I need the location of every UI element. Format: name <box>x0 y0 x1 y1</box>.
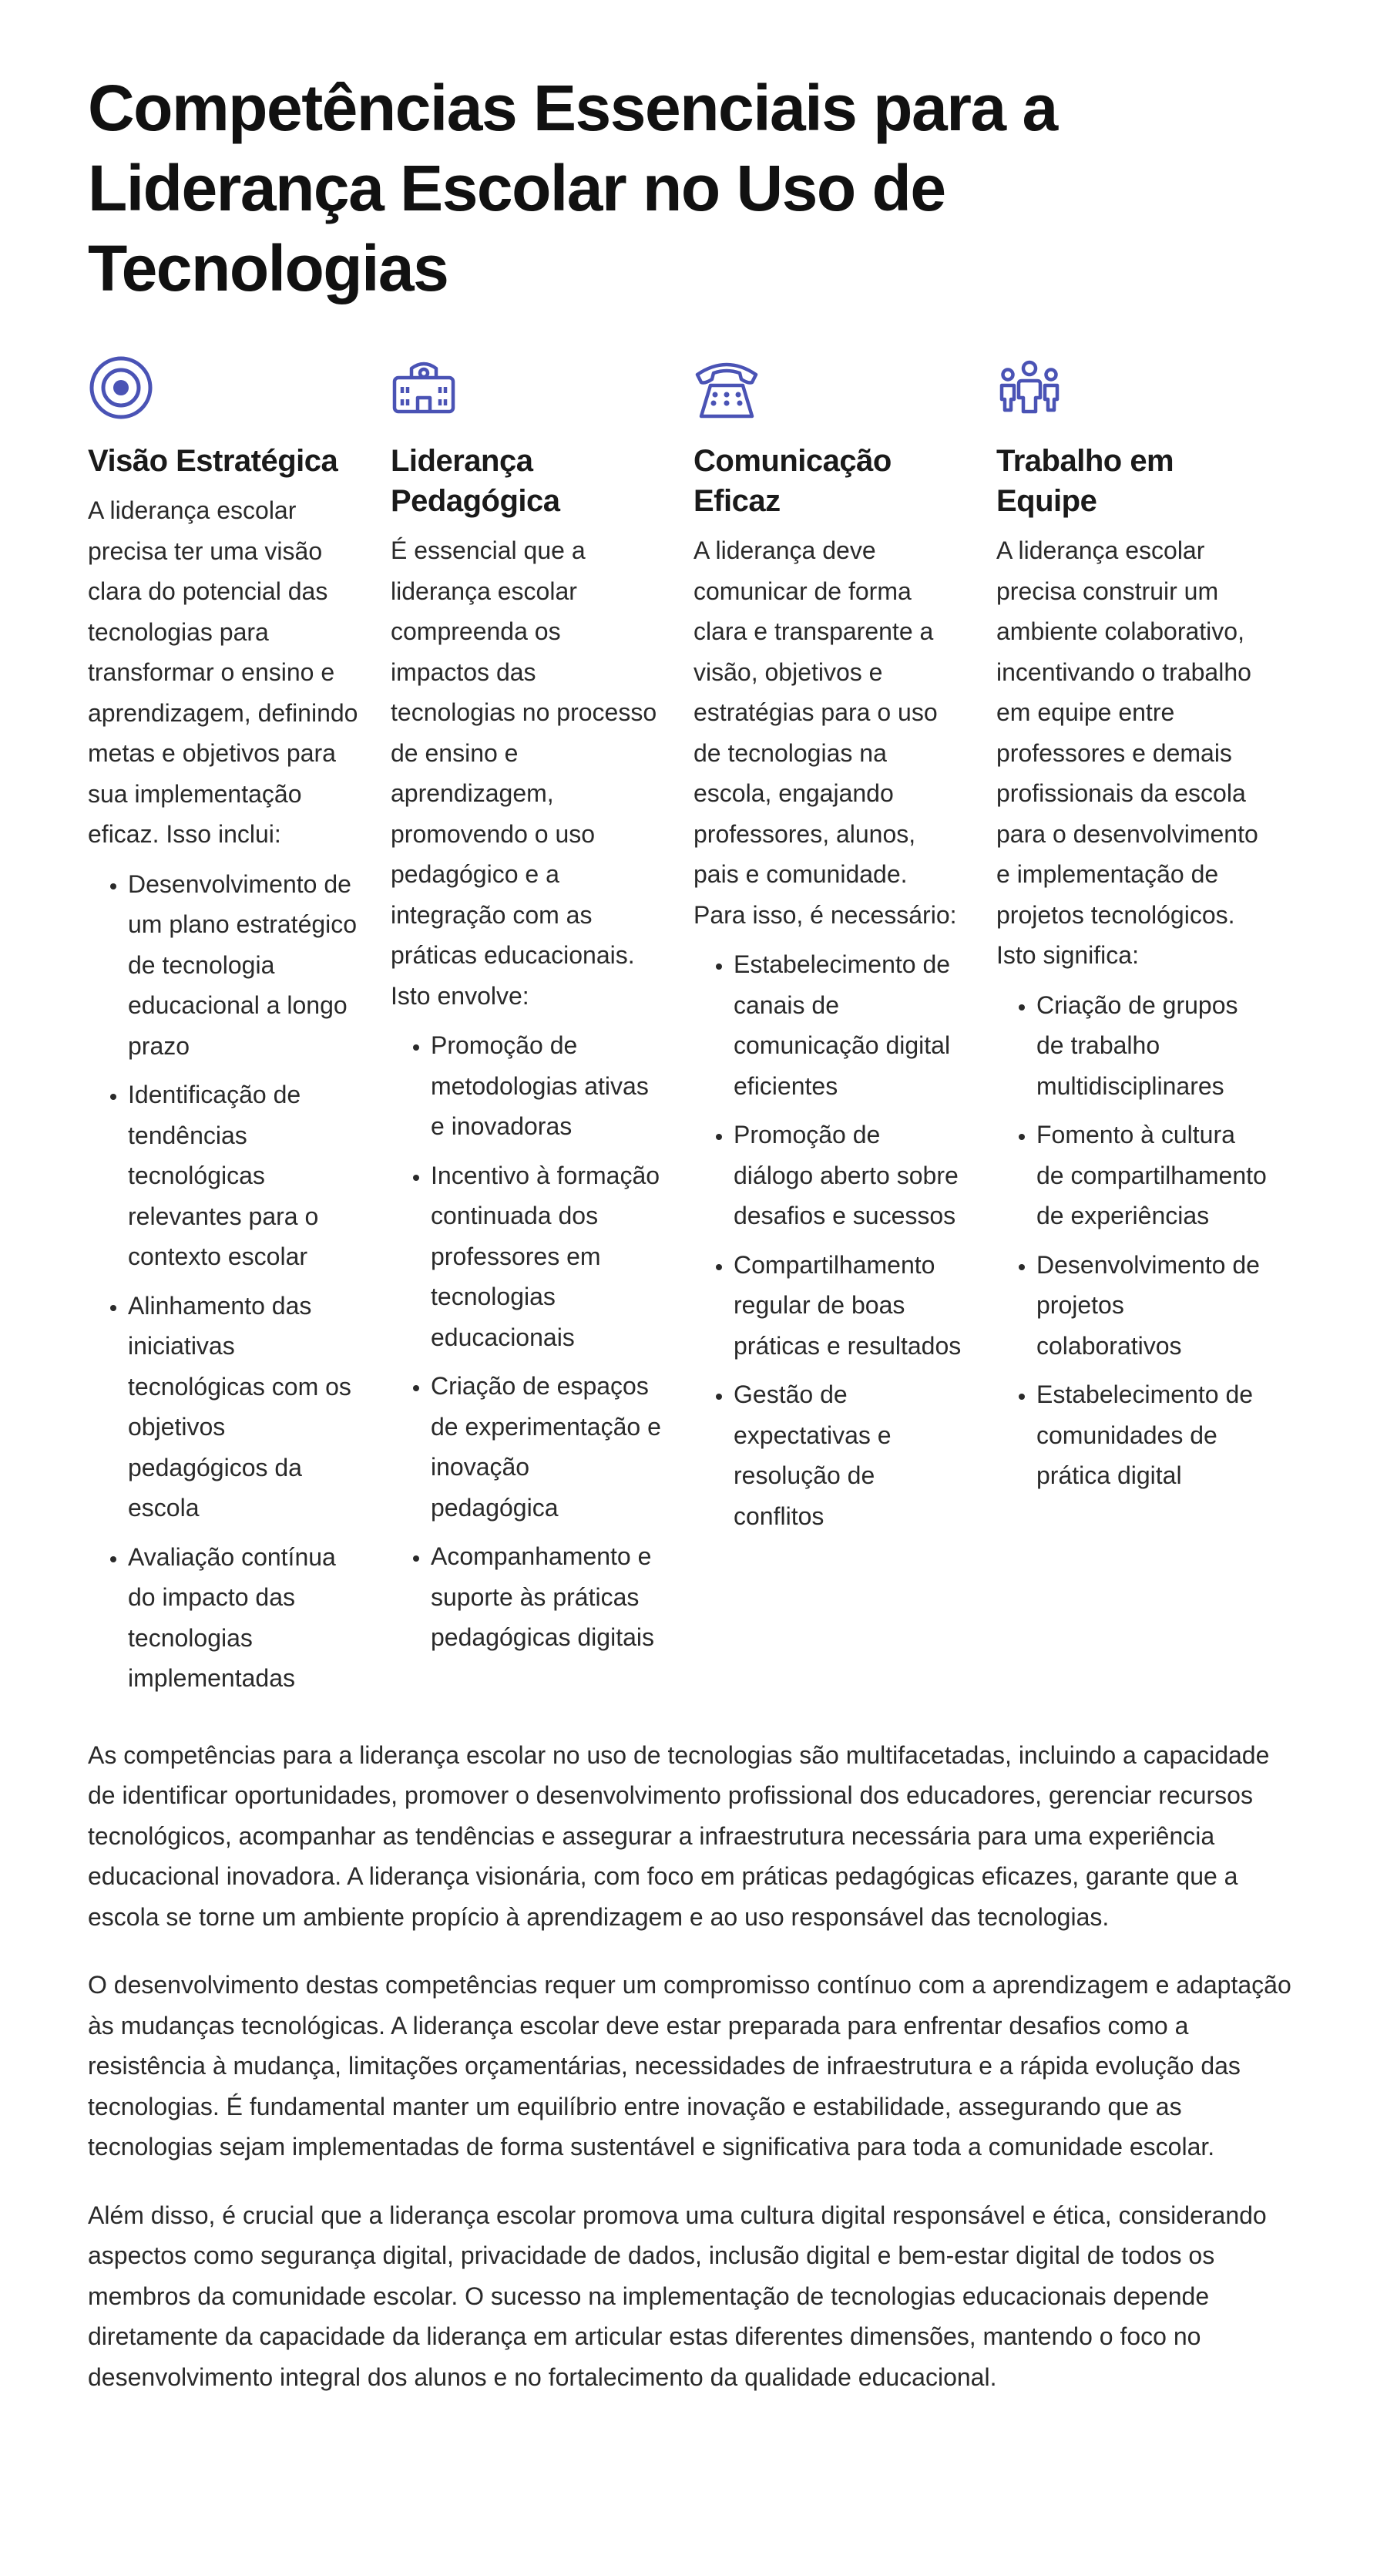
list-item: • Compartilhamento regular de boas práticas e resultados <box>734 1245 966 1367</box>
column-effective-communication <box>694 355 996 1707</box>
list-item: • Gestão de expectativas e resolução de conflitos <box>734 1374 966 1536</box>
list-item: • Desenvolvimento de um plano estratégico de tecnologia educacional a longo prazo <box>128 864 360 1067</box>
list-item: • Incentivo à formação continuada dos professores em tecnologias educacionais <box>431 1155 663 1358</box>
column-intro: A liderança escolar precisa construir um ambiente colaborativo, incentivando o trabalho em equipe entre professores e demais profissionais da escola para o desenvolvimento e implementação de projetos tecnológicos. Isto significa: <box>996 536 1258 969</box>
body-text <box>88 1735 1299 2398</box>
column-list <box>694 944 966 1536</box>
column-intro: É essencial que a liderança escolar compreenda os impactos das tecnologias no processo de ensino e aprendizagem, promovendo o uso pedagógico e a integração com as práticas educacionais. Isto envolve: <box>391 536 657 1010</box>
list-item: • Criação de grupos de trabalho multidisciplinares <box>1036 985 1268 1107</box>
team-icon <box>996 355 1268 421</box>
body-paragraph: Além disso, é crucial que a liderança escolar promova uma cultura digital responsável e ética, considerando aspectos como segurança digital, privacidade de dados, inclusão digital e bem-estar digital de todos os membros da comunidade escolar. O sucesso na implementação de tecnologias educacionais depende diretamente da capacidade da liderança em articular estas diferentes dimensões, mantendo o foco no desenvolvimento integral dos alunos e no fortalecimento da qualidade educacional. <box>88 2201 1267 2391</box>
list-item: • Desenvolvimento de projetos colaborativos <box>1036 1245 1268 1367</box>
telephone-icon <box>694 355 966 421</box>
column-heading: Liderança Pedagógica <box>391 444 560 518</box>
target-icon <box>88 355 360 421</box>
column-heading: Trabalho em Equipe <box>996 444 1174 518</box>
column-heading: Visão Estratégica <box>88 444 338 478</box>
column-teamwork <box>996 355 1299 1707</box>
list-item: • Acompanhamento e suporte às práticas pedagógicas digitais <box>431 1536 663 1658</box>
list-item: • Promoção de metodologias ativas e inovadoras <box>431 1025 663 1147</box>
school-building-icon <box>391 355 663 421</box>
column-intro: A liderança escolar precisa ter uma visão clara do potencial das tecnologias para transformar o ensino e aprendizagem, definindo metas e objetivos para sua implementação eficaz. Isso inclui: <box>88 496 358 848</box>
list-item: • Estabelecimento de comunidades de prática digital <box>1036 1374 1268 1496</box>
column-intro: A liderança deve comunicar de forma clara e transparente a visão, objetivos e estratégias para o uso de tecnologias na escola, engajando professores, alunos, pais e comunidade. Para isso, é necessário: <box>694 536 957 929</box>
column-heading: Comunicação Eficaz <box>694 444 892 518</box>
competencies-columns <box>88 355 1299 1707</box>
list-item: • Estabelecimento de canais de comunicação digital eficientes <box>734 944 966 1106</box>
page-title: Competências Essenciais para a Liderança Escolar no Uso de Tecnologias <box>88 72 1057 304</box>
column-strategic-vision <box>88 355 391 1707</box>
list-item: • Promoção de diálogo aberto sobre desafios e sucessos <box>734 1115 966 1236</box>
column-list <box>996 985 1268 1496</box>
list-item: • Avaliação contínua do impacto das tecnologias implementadas <box>128 1537 360 1699</box>
column-list <box>391 1025 663 1658</box>
list-item: • Identificação de tendências tecnológicas relevantes para o contexto escolar <box>128 1074 360 1277</box>
list-item: • Alinhamento das iniciativas tecnológicas com os objetivos pedagógicos da escola <box>128 1286 360 1528</box>
list-item: • Fomento à cultura de compartilhamento de experiências <box>1036 1115 1268 1236</box>
body-paragraph: O desenvolvimento destas competências requer um compromisso contínuo com a aprendizagem e adaptação às mudanças tecnológicas. A liderança escolar deve estar preparada para enfrentar desafios como a resistência à mudança, limitações orçamentárias, necessidades de infraestrutura e a rápida evolução das tecnologias. É fundamental manter um equilíbrio entre inovação e estabilidade, assegurando que as tecnologias sejam implementadas de forma sustentável e significativa para toda a comunidade escolar. <box>88 1971 1291 2161</box>
column-list <box>88 864 360 1699</box>
list-item: • Criação de espaços de experimentação e inovação pedagógica <box>431 1366 663 1528</box>
column-pedagogical-leadership <box>391 355 694 1707</box>
body-paragraph: As competências para a liderança escolar no uso de tecnologias são multifacetadas, incluindo a capacidade de identificar oportunidades, promover o desenvolvimento profissional dos educadores, gerenciar recursos tecnológicos, acompanhar as tendências e assegurar a infraestrutura necessária para uma experiência educacional inovadora. A liderança visionária, com foco em práticas pedagógicas eficazes, garante que a escola se torne um ambiente propício à aprendizagem e ao uso responsável das tecnologias. <box>88 1740 1270 1931</box>
